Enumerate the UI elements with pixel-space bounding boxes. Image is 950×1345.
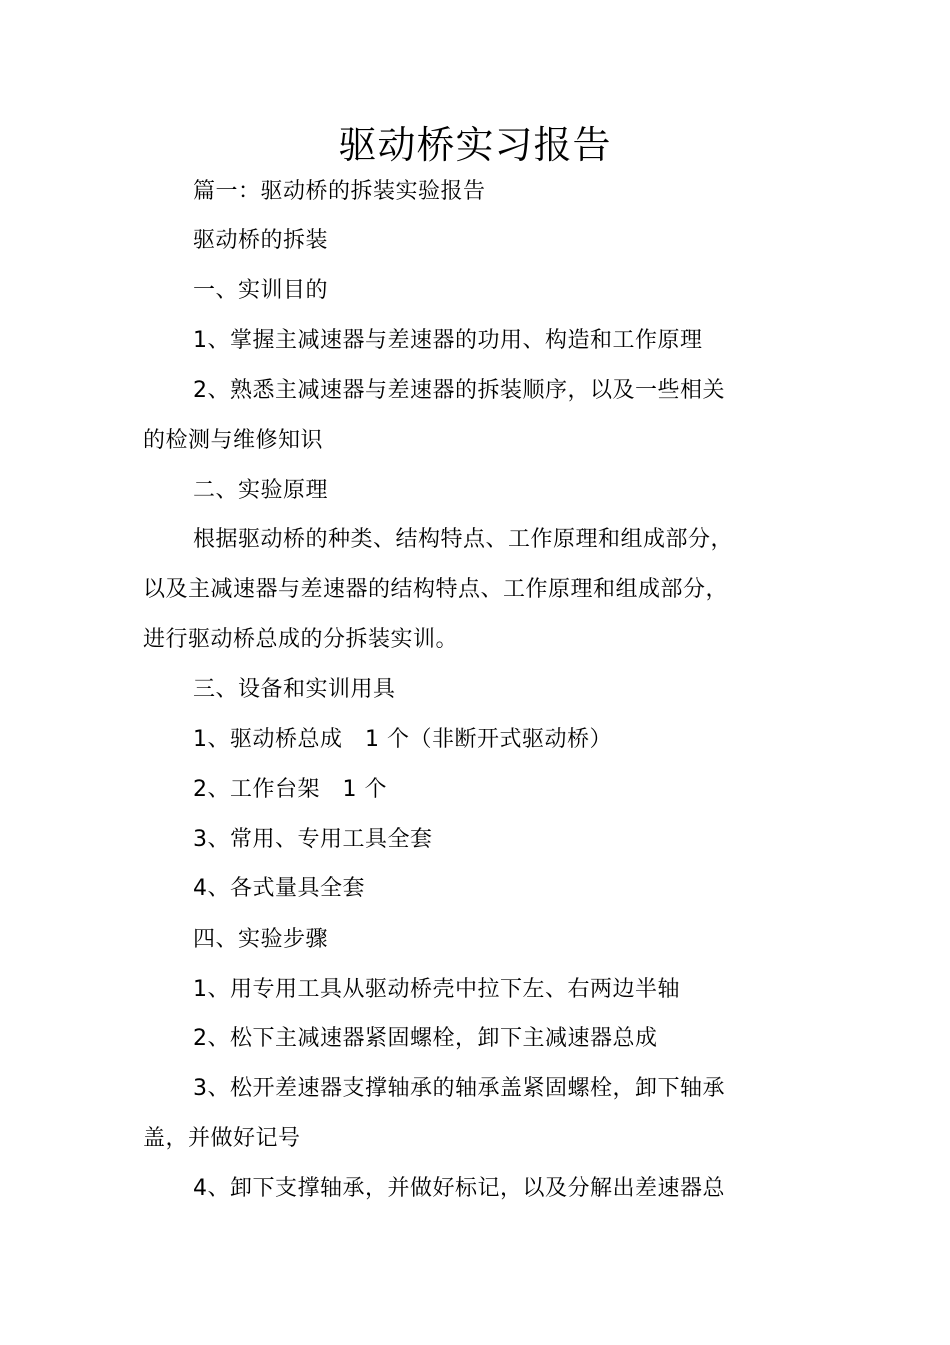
paragraph-line: 3、松开差速器支撑轴承的轴承盖紧固螺栓，卸下轴承: [193, 1076, 725, 1101]
paragraph-line: 进行驱动桥总成的分拆装实训。: [143, 627, 459, 652]
paragraph-line: 根据驱动桥的种类、结构特点、工作原理和组成部分，: [193, 527, 734, 552]
section-subtitle: 驱动桥的拆装: [193, 228, 329, 253]
paragraph-line: 盖，并做好记号: [143, 1126, 301, 1151]
section-heading-2: 二、实验原理: [193, 478, 329, 503]
paragraph-line: 3、常用、专用工具全套: [193, 827, 433, 852]
section-heading-4: 四、实验步骤: [193, 927, 329, 952]
paragraph-line: 4、卸下支撑轴承，并做好标记，以及分解出差速器总: [193, 1176, 725, 1201]
paragraph-line: 以及主减速器与差速器的结构特点、工作原理和组成部分，: [143, 577, 729, 602]
paragraph-line: 1、掌握主减速器与差速器的功用、构造和工作原理: [193, 328, 703, 353]
section-heading-3: 三、设备和实训用具: [193, 677, 396, 702]
paragraph-line: 2、熟悉主减速器与差速器的拆装顺序，以及一些相关: [193, 378, 725, 403]
paragraph-line: 2、工作台架 1 个: [193, 777, 387, 802]
document-title: 驱动桥实习报告: [338, 123, 612, 167]
section-heading-1: 一、实训目的: [193, 278, 329, 303]
chapter-heading: 篇一：驱动桥的拆装实验报告: [193, 179, 486, 204]
paragraph-line: 的检测与维修知识: [143, 428, 324, 453]
paragraph-line: 4、各式量具全套: [193, 876, 365, 901]
paragraph-line: 1、用专用工具从驱动桥壳中拉下左、右两边半轴: [193, 977, 680, 1002]
paragraph-line: 1、驱动桥总成 1 个（非断开式驱动桥）: [193, 727, 612, 752]
paragraph-line: 2、松下主减速器紧固螺栓，卸下主减速器总成: [193, 1026, 658, 1051]
